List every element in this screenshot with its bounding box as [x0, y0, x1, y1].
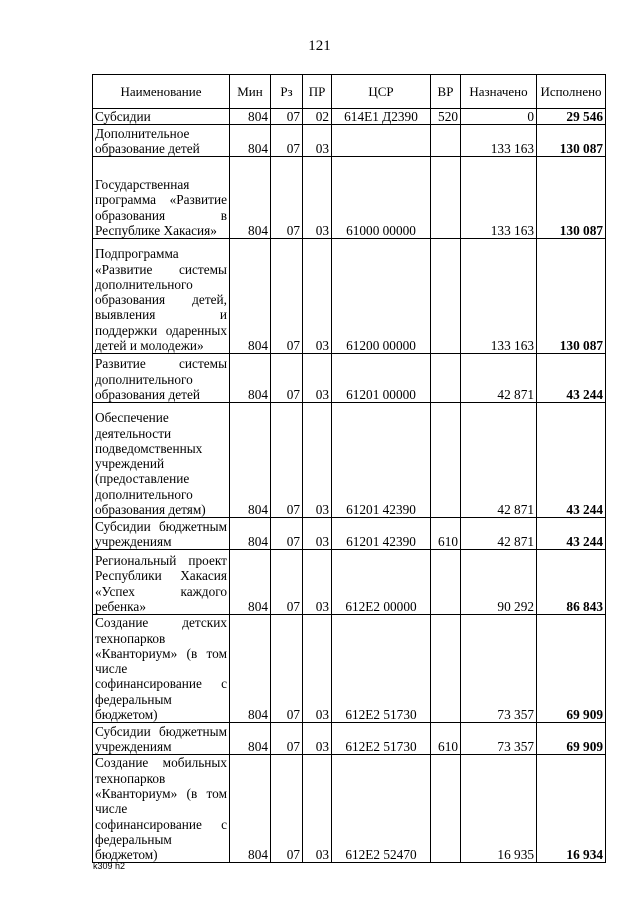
assigned-cell: 0	[461, 109, 537, 125]
csr-cell: 612E2 00000	[332, 550, 431, 615]
min-cell: 804	[230, 125, 271, 157]
executed-cell: 43 244	[537, 403, 606, 518]
executed-cell: 43 244	[537, 518, 606, 550]
csr-cell: 61201 00000	[332, 354, 431, 403]
column-header-name: Наименование	[93, 75, 230, 109]
executed-cell: 29 546	[537, 109, 606, 125]
rz-cell: 07	[271, 125, 303, 157]
pr-cell: 03	[303, 518, 332, 550]
column-header-executed: Исполнено	[537, 75, 606, 109]
csr-cell	[332, 125, 431, 157]
column-header-min: Мин	[230, 75, 271, 109]
assigned-cell: 133 163	[461, 157, 537, 239]
rz-cell: 07	[271, 615, 303, 723]
rz-cell: 07	[271, 239, 303, 354]
table-row	[93, 518, 606, 550]
min-cell: 804	[230, 723, 271, 755]
pr-cell: 03	[303, 125, 332, 157]
vr-cell: 520	[431, 109, 461, 125]
vr-cell	[431, 239, 461, 354]
csr-cell: 61201 42390	[332, 518, 431, 550]
column-header-rz: Рз	[271, 75, 303, 109]
name-cell: Дополнительное образование детей	[93, 125, 230, 157]
name-cell: Субсидии бюджетным учреждениям	[93, 518, 230, 550]
name-cell: Государственная программа «Развитие образования в Республике Хакасия»	[93, 157, 230, 239]
budget-table	[92, 74, 606, 863]
csr-cell: 61200 00000	[332, 239, 431, 354]
rz-cell: 07	[271, 755, 303, 863]
assigned-cell: 16 935	[461, 755, 537, 863]
pr-cell: 03	[303, 550, 332, 615]
name-cell: Субсидии	[93, 109, 230, 125]
vr-cell	[431, 755, 461, 863]
name-cell: Создание детских технопарков «Кванториум» (в том числе софинансирование с федеральным бюджетом)	[93, 615, 230, 723]
pr-cell: 03	[303, 723, 332, 755]
table-row	[93, 755, 606, 863]
rz-cell: 07	[271, 518, 303, 550]
assigned-cell: 42 871	[461, 403, 537, 518]
csr-cell: 612E2 51730	[332, 615, 431, 723]
pr-cell: 02	[303, 109, 332, 125]
pr-cell: 03	[303, 354, 332, 403]
assigned-cell: 42 871	[461, 354, 537, 403]
rz-cell: 07	[271, 109, 303, 125]
page-number: 121	[308, 38, 331, 54]
column-header-pr: ПР	[303, 75, 332, 109]
rz-cell: 07	[271, 157, 303, 239]
csr-cell: 612E2 52470	[332, 755, 431, 863]
pr-cell: 03	[303, 403, 332, 518]
assigned-cell: 42 871	[461, 518, 537, 550]
csr-cell: 612E2 51730	[332, 723, 431, 755]
rz-cell: 07	[271, 403, 303, 518]
vr-cell	[431, 403, 461, 518]
pr-cell: 03	[303, 755, 332, 863]
footer-code: k309 h2	[93, 861, 126, 871]
column-header-vr: ВР	[431, 75, 461, 109]
assigned-cell: 90 292	[461, 550, 537, 615]
name-cell: Подпрограмма «Развитие системы дополнительного образования детей, выявления и поддержки одаренных детей и молодежи»	[93, 239, 230, 354]
vr-cell	[431, 550, 461, 615]
executed-cell: 130 087	[537, 157, 606, 239]
name-cell: Создание мобильных технопарков «Кванториум» (в том числе софинансирование с федеральным бюджетом)	[93, 755, 230, 863]
table-row	[93, 403, 606, 518]
table-row	[93, 239, 606, 354]
table-row	[93, 109, 606, 125]
name-cell: Субсидии бюджетным учреждениям	[93, 723, 230, 755]
executed-cell: 86 843	[537, 550, 606, 615]
name-cell: Региональный проект Республики Хакасия «Успех каждого ребенка»	[93, 550, 230, 615]
min-cell: 804	[230, 518, 271, 550]
table-row	[93, 615, 606, 723]
assigned-cell: 133 163	[461, 239, 537, 354]
pr-cell: 03	[303, 157, 332, 239]
table-row	[93, 354, 606, 403]
executed-cell: 43 244	[537, 354, 606, 403]
executed-cell: 69 909	[537, 723, 606, 755]
vr-cell	[431, 125, 461, 157]
assigned-cell: 133 163	[461, 125, 537, 157]
rz-cell: 07	[271, 723, 303, 755]
min-cell: 804	[230, 354, 271, 403]
table-row	[93, 550, 606, 615]
assigned-cell: 73 357	[461, 723, 537, 755]
csr-cell: 61000 00000	[332, 157, 431, 239]
vr-cell: 610	[431, 518, 461, 550]
rz-cell: 07	[271, 354, 303, 403]
assigned-cell: 73 357	[461, 615, 537, 723]
table-row	[93, 157, 606, 239]
column-header-assigned: Назначено	[461, 75, 537, 109]
table-header-row	[93, 75, 606, 109]
table-row	[93, 723, 606, 755]
vr-cell	[431, 615, 461, 723]
csr-cell: 614E1 Д2390	[332, 109, 431, 125]
min-cell: 804	[230, 157, 271, 239]
pr-cell: 03	[303, 615, 332, 723]
name-cell: Развитие системы дополнительного образования детей	[93, 354, 230, 403]
rz-cell: 07	[271, 550, 303, 615]
column-header-csr: ЦСР	[332, 75, 431, 109]
pr-cell: 03	[303, 239, 332, 354]
min-cell: 804	[230, 615, 271, 723]
executed-cell: 69 909	[537, 615, 606, 723]
min-cell: 804	[230, 755, 271, 863]
min-cell: 804	[230, 239, 271, 354]
min-cell: 804	[230, 550, 271, 615]
vr-cell	[431, 354, 461, 403]
executed-cell: 16 934	[537, 755, 606, 863]
executed-cell: 130 087	[537, 239, 606, 354]
executed-cell: 130 087	[537, 125, 606, 157]
table-row	[93, 125, 606, 157]
name-cell: Обеспечение деятельности подведомственных учреждений (предоставление дополнительного образования детям)	[93, 403, 230, 518]
vr-cell: 610	[431, 723, 461, 755]
csr-cell: 61201 42390	[332, 403, 431, 518]
min-cell: 804	[230, 109, 271, 125]
min-cell: 804	[230, 403, 271, 518]
vr-cell	[431, 157, 461, 239]
